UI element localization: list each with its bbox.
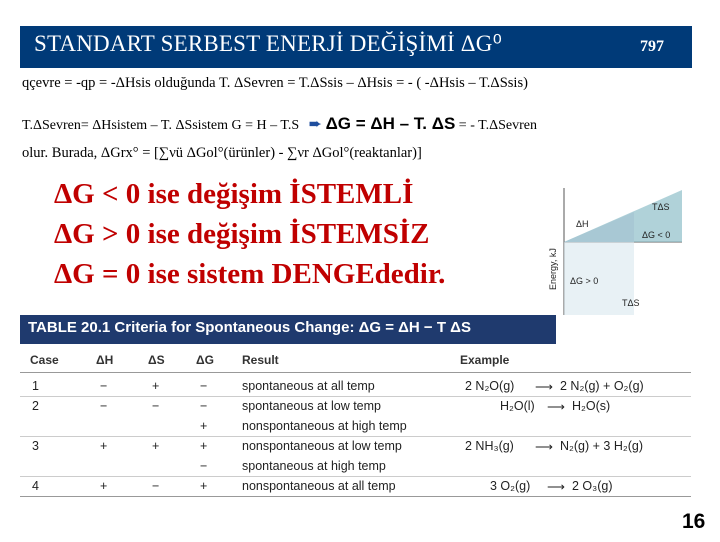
row-example-right: 2 N₂(g) + O₂(g)	[560, 379, 644, 393]
dh-label: ΔH	[576, 219, 589, 229]
row-dg: +	[200, 439, 208, 453]
statement-nonspontaneous: ΔG > 0 ise değişim İSTEMSİZ	[54, 218, 430, 250]
tds-top-label: TΔS	[652, 202, 670, 212]
row-example-left: 3 O₂(g)	[490, 479, 531, 493]
arrow-icon: ⟶	[535, 380, 553, 394]
row-ds: −	[152, 399, 160, 413]
dg-positive-label: ΔG > 0	[570, 276, 599, 286]
arrow-icon: ⟶	[535, 440, 553, 454]
row-result: nonspontaneous at low temp	[242, 439, 402, 453]
row-result: spontaneous at low temp	[242, 399, 381, 413]
col-case: Case	[30, 353, 59, 367]
table-row	[20, 436, 691, 456]
row-case: 1	[32, 379, 39, 393]
row-dg: +	[200, 479, 208, 493]
row-case: 2	[32, 399, 39, 413]
statement-spontaneous: ΔG < 0 ise değişim İSTEMLİ	[54, 178, 414, 210]
arrow-icon: ⟶	[547, 400, 565, 414]
equation-line-2-right: = - T.ΔSevren	[458, 118, 537, 133]
row-dh: −	[100, 399, 108, 413]
row-example-right: 2 O₃(g)	[572, 479, 613, 493]
row-dh: −	[100, 379, 108, 393]
row-dg: −	[200, 379, 208, 393]
statement-equilibrium: ΔG = 0 ise sistem DENGEdedir.	[54, 258, 446, 290]
row-result: spontaneous at high temp	[242, 459, 386, 473]
gibbs-equation: ΔG = ΔH – T. ΔS	[325, 114, 456, 133]
table-row	[20, 476, 691, 497]
row-dh: +	[100, 479, 108, 493]
col-dg: ΔG	[196, 353, 214, 367]
row-dg: +	[200, 419, 208, 433]
row-ds: +	[152, 439, 160, 453]
row-result: nonspontaneous at all temp	[242, 479, 396, 493]
row-dg: −	[200, 399, 208, 413]
col-result: Result	[242, 353, 279, 367]
row-example-left: 2 NH₃(g)	[465, 439, 514, 453]
table-header-row	[20, 350, 691, 373]
col-dh: ΔH	[96, 353, 114, 367]
row-example-left: 2 N₂O(g)	[465, 379, 515, 393]
slide-title: STANDART SERBEST ENERJİ DEĞİŞİMİ ΔG⁰	[34, 31, 502, 56]
arrow-icon: ⟶	[547, 480, 565, 494]
row-dg: −	[200, 459, 208, 473]
spontaneity-statements	[54, 174, 445, 294]
title-number: 797	[640, 38, 664, 55]
dg-negative-label: ΔG < 0	[642, 230, 671, 240]
equation-line-3: olur. Burada, ΔGrx° = [∑νü ΔGol°(ürünler) - ∑νr ΔGol°(reaktanlar)]	[22, 145, 422, 161]
col-example: Example	[460, 353, 510, 367]
table-title: TABLE 20.1 Criteria for Spontaneous Change: ΔG = ΔH − T ΔS	[28, 319, 471, 336]
row-example-right: H₂O(s)	[572, 399, 611, 413]
arrow-icon: ➨	[308, 116, 323, 133]
row-example-left: H₂O(l)	[500, 399, 535, 413]
table-row	[20, 396, 691, 416]
row-case: 3	[32, 439, 39, 453]
row-example-right: N₂(g) + 3 H₂(g)	[560, 439, 643, 453]
table-row	[20, 376, 691, 397]
table-row	[20, 456, 691, 477]
col-ds: ΔS	[148, 353, 165, 367]
equation-line-1: qçevre = -qp = -ΔHsis olduğunda T. ΔSevren = T.ΔSsis – ΔHsis = - ( -ΔHsis – T.ΔSsis)	[22, 75, 528, 91]
row-ds: +	[152, 379, 160, 393]
tds-bottom-label: TΔS	[622, 298, 640, 308]
row-dh: +	[100, 439, 108, 453]
equation-line-2-left: T.ΔSevren= ΔHsistem – T. ΔSsistem G = H – T.S	[22, 118, 300, 133]
table-row	[20, 416, 691, 437]
page-number: 16	[682, 510, 706, 533]
row-result: nonspontaneous at high temp	[242, 419, 407, 433]
equation-line-2	[22, 114, 537, 134]
row-case: 4	[32, 479, 39, 493]
row-result: spontaneous at all temp	[242, 379, 375, 393]
table-body	[20, 376, 691, 496]
row-ds: −	[152, 479, 160, 493]
y-axis-label: Energy, kJ	[548, 248, 558, 290]
